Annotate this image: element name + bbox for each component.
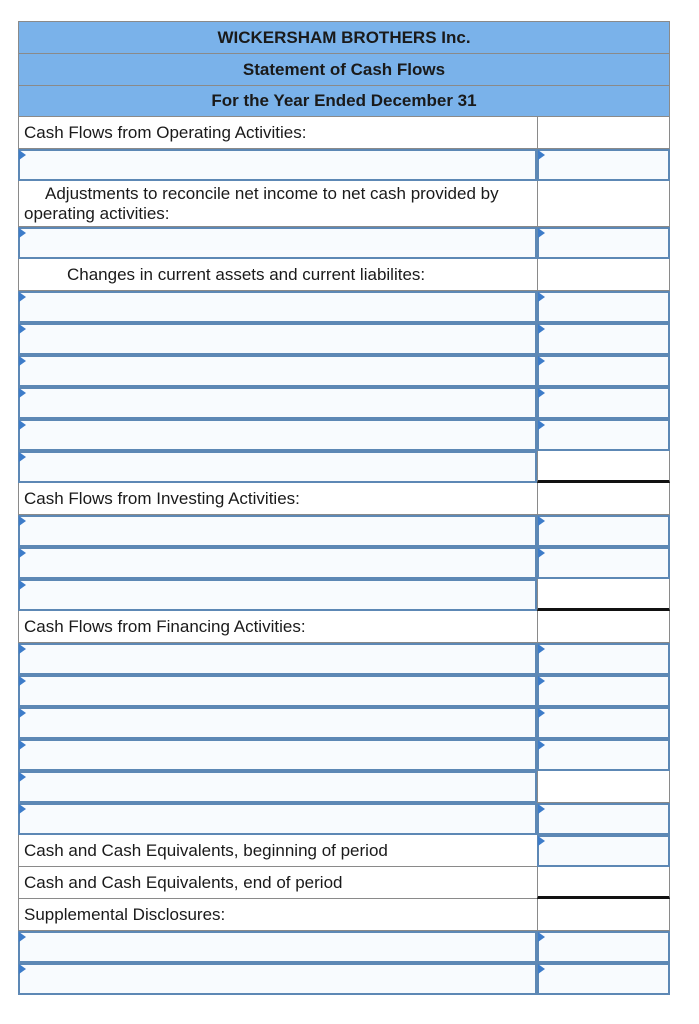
line-item-select[interactable] (18, 931, 537, 963)
line-item-select[interactable] (18, 643, 537, 675)
table-row (18, 387, 670, 419)
table-row (18, 259, 670, 291)
amount-cell (537, 117, 670, 149)
cash-end-label: Cash and Cash Equivalents, end of period (18, 867, 537, 899)
line-item-select[interactable] (18, 291, 537, 323)
amount-input[interactable] (537, 227, 670, 259)
company-name: WICKERSHAM BROTHERS Inc. (18, 21, 670, 53)
changes-label: Changes in current assets and current liabilites: (18, 259, 537, 291)
table-row (18, 611, 670, 643)
table-row (18, 451, 670, 483)
line-item-select[interactable] (18, 451, 537, 483)
amount-input[interactable] (537, 931, 670, 963)
table-row (18, 803, 670, 835)
table-row (18, 835, 670, 867)
operating-total-cell[interactable] (537, 451, 670, 483)
investing-total-cell[interactable] (537, 579, 670, 611)
amount-input[interactable] (537, 149, 670, 181)
amount-cell (537, 611, 670, 643)
table-row (18, 899, 670, 931)
line-item-select[interactable] (18, 515, 537, 547)
table-row (18, 771, 670, 803)
amount-cell (537, 259, 670, 291)
line-item-select[interactable] (18, 707, 537, 739)
table-row (18, 867, 670, 899)
table-row (18, 117, 670, 149)
table-row (18, 579, 670, 611)
table-row (18, 149, 670, 181)
table-row (18, 739, 670, 771)
section-financing-label: Cash Flows from Financing Activities: (18, 611, 537, 643)
amount-input[interactable] (537, 739, 670, 771)
cash-flow-statement (18, 21, 670, 995)
amount-input[interactable] (537, 355, 670, 387)
table-row (18, 707, 670, 739)
table-row (18, 515, 670, 547)
amount-input[interactable] (537, 547, 670, 579)
line-item-select[interactable] (18, 771, 537, 803)
amount-input[interactable] (537, 387, 670, 419)
amount-input[interactable] (537, 643, 670, 675)
table-row (18, 675, 670, 707)
amount-input[interactable] (537, 707, 670, 739)
amount-input[interactable] (537, 963, 670, 995)
amount-input[interactable] (537, 419, 670, 451)
amount-input[interactable] (537, 515, 670, 547)
amount-cell (537, 483, 670, 515)
supplemental-label: Supplemental Disclosures: (18, 899, 537, 931)
table-row (18, 323, 670, 355)
table-row (18, 419, 670, 451)
line-item-select[interactable] (18, 227, 537, 259)
statement-period: For the Year Ended December 31 (18, 85, 670, 117)
adjustments-label (18, 181, 537, 227)
table-row (18, 643, 670, 675)
line-item-select[interactable] (18, 149, 537, 181)
amount-input[interactable] (537, 323, 670, 355)
line-item-select[interactable] (18, 675, 537, 707)
line-item-select[interactable] (18, 387, 537, 419)
table-row (18, 931, 670, 963)
table-row (18, 483, 670, 515)
line-item-select[interactable] (18, 323, 537, 355)
cash-beginning-input[interactable] (537, 835, 670, 867)
table-row (18, 227, 670, 259)
cash-beginning-label: Cash and Cash Equivalents, beginning of period (18, 835, 537, 867)
line-item-select[interactable] (18, 355, 537, 387)
line-item-select[interactable] (18, 419, 537, 451)
amount-cell (537, 181, 670, 227)
line-item-select[interactable] (18, 579, 537, 611)
line-item-select[interactable] (18, 963, 537, 995)
amount-input[interactable] (537, 803, 670, 835)
table-row (18, 547, 670, 579)
table-row (18, 181, 670, 227)
table-row (18, 963, 670, 995)
table-row (18, 355, 670, 387)
amount-input[interactable] (537, 291, 670, 323)
line-item-select[interactable] (18, 547, 537, 579)
section-operating-label: Cash Flows from Operating Activities: (18, 117, 537, 149)
line-item-select[interactable] (18, 803, 537, 835)
amount-input[interactable] (537, 675, 670, 707)
financing-subtotal-cell[interactable] (537, 771, 670, 803)
line-item-select[interactable] (18, 739, 537, 771)
cash-end-cell[interactable] (537, 867, 670, 899)
amount-cell (537, 899, 670, 931)
adjustments-label-text: Adjustments to reconcile net income to net cash provided by operating activities: (24, 184, 499, 223)
statement-title: Statement of Cash Flows (18, 53, 670, 85)
section-investing-label: Cash Flows from Investing Activities: (18, 483, 537, 515)
table-row (18, 291, 670, 323)
